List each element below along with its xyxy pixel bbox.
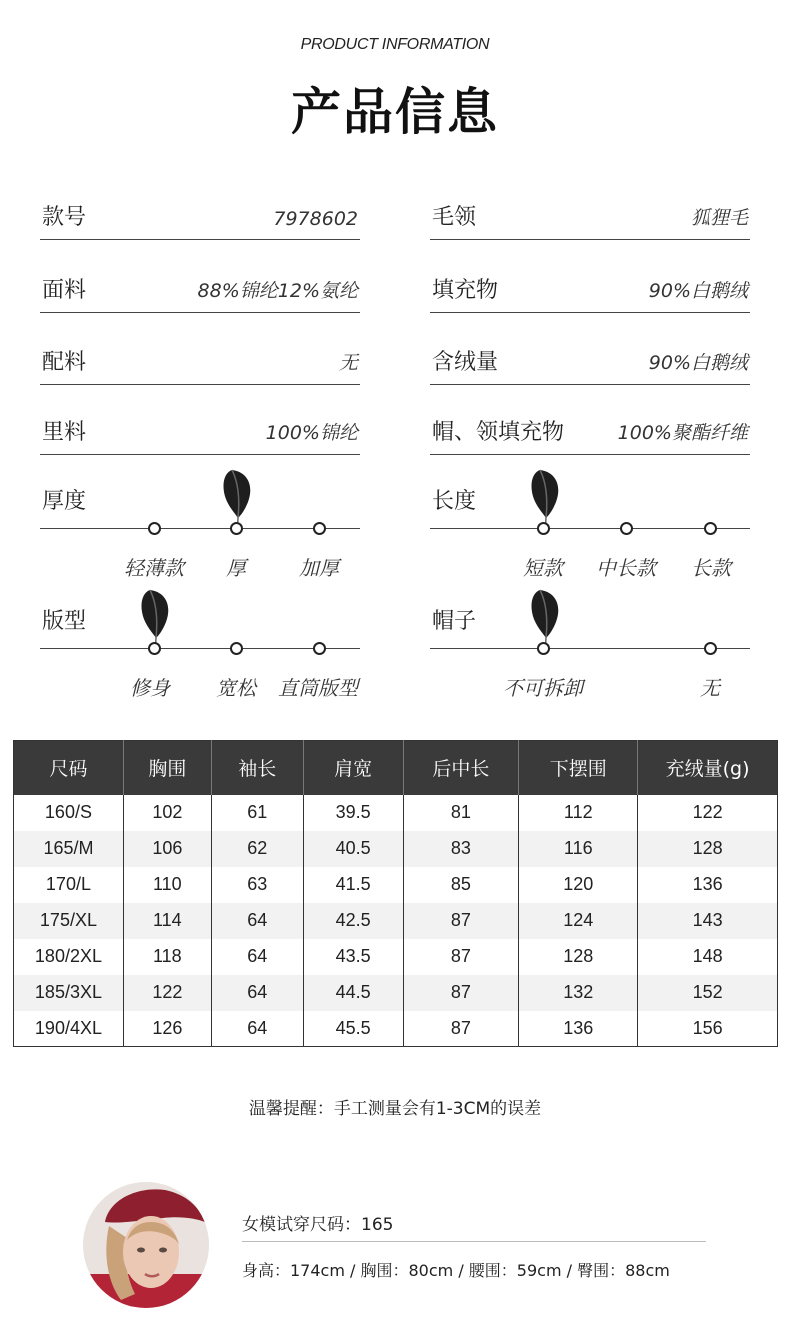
scale-option: 宽松 xyxy=(216,676,256,700)
table-row xyxy=(14,867,778,903)
scale-option: 无 xyxy=(700,676,720,700)
table-cell: 112 xyxy=(519,795,638,831)
table-cell: 87 xyxy=(403,1011,519,1047)
table-cell: 110 xyxy=(123,867,211,903)
table-cell: 175/XL xyxy=(14,903,124,939)
table-header-cell: 下摆围 xyxy=(519,741,638,795)
spec-label: 填充物 xyxy=(432,278,499,303)
size-table xyxy=(13,740,778,1047)
scale-dot xyxy=(230,642,243,655)
spec-value: 100%锦纶 xyxy=(265,422,358,444)
table-cell: 102 xyxy=(123,795,211,831)
scale-thickness xyxy=(40,476,360,586)
table-cell: 190/4XL xyxy=(14,1011,124,1047)
spec-filling xyxy=(430,273,750,313)
scale-dot xyxy=(148,522,161,535)
scale-option: 厚 xyxy=(226,556,246,580)
table-cell: 124 xyxy=(519,903,638,939)
table-cell: 87 xyxy=(403,903,519,939)
table-row xyxy=(14,903,778,939)
table-cell: 132 xyxy=(519,975,638,1011)
scale-dot xyxy=(313,522,326,535)
scale-line xyxy=(430,648,750,649)
table-header-row xyxy=(14,741,778,795)
scale-dot-selected xyxy=(537,522,550,535)
table-row xyxy=(14,939,778,975)
spec-value: 无 xyxy=(338,352,358,374)
table-cell: 152 xyxy=(638,975,778,1011)
spec-label: 含绒量 xyxy=(432,350,499,375)
table-cell: 42.5 xyxy=(303,903,403,939)
table-cell: 116 xyxy=(519,831,638,867)
table-cell: 143 xyxy=(638,903,778,939)
model-avatar xyxy=(83,1182,209,1308)
table-cell: 64 xyxy=(211,903,303,939)
product-subtitle: PRODUCT INFORMATION xyxy=(300,36,490,53)
table-cell: 165/M xyxy=(14,831,124,867)
table-cell: 64 xyxy=(211,939,303,975)
table-cell: 41.5 xyxy=(303,867,403,903)
table-cell: 122 xyxy=(692,802,723,822)
table-header-cell: 后中长 xyxy=(403,741,519,795)
scale-hood xyxy=(430,596,750,706)
table-cell: 87 xyxy=(403,939,519,975)
spec-value: 90%白鹅绒 xyxy=(648,352,748,374)
table-cell: 114 xyxy=(123,903,211,939)
spec-value: 7978602 xyxy=(273,208,358,230)
table-row xyxy=(14,975,778,1011)
table-row xyxy=(14,1011,778,1047)
scale-line xyxy=(40,648,360,649)
scale-line xyxy=(430,528,750,529)
scale-label: 厚度 xyxy=(42,489,87,514)
model-size: 女模试穿尺码：165 xyxy=(242,1215,394,1235)
table-cell: 180/2XL xyxy=(14,939,124,975)
table-header-cell: 充绒量(g) xyxy=(638,741,778,795)
table-header-cell: 尺码 xyxy=(14,741,124,795)
table-cell: 87 xyxy=(403,975,519,1011)
table-cell: 39.5 xyxy=(303,795,403,831)
scale-dot xyxy=(704,642,717,655)
table-header-cell: 胸围 xyxy=(123,741,211,795)
spec-down-content xyxy=(430,345,750,385)
scale-dot-selected xyxy=(537,642,550,655)
spec-hood-filling xyxy=(430,415,750,455)
table-cell: 64 xyxy=(211,975,303,1011)
table-cell: 128 xyxy=(638,831,778,867)
table-cell: 148 xyxy=(692,946,723,966)
scale-dot xyxy=(704,522,717,535)
table-cell: 45.5 xyxy=(303,1011,403,1047)
scale-dot-selected xyxy=(148,642,161,655)
table-cell: 106 xyxy=(123,831,211,867)
table-cell: 118 xyxy=(123,939,211,975)
scale-option: 直筒版型 xyxy=(278,676,358,700)
spec-style-number xyxy=(40,200,360,240)
table-header-cell: 袖长 xyxy=(211,741,303,795)
table-cell: 44.5 xyxy=(303,975,403,1011)
spec-fabric xyxy=(40,273,360,313)
table-header-cell: 肩宽 xyxy=(303,741,403,795)
scale-option: 短款 xyxy=(523,556,563,580)
measurement-note: 温馨提醒：手工测量会有1-3CM的误差 xyxy=(248,1099,542,1119)
scale-option: 轻薄款 xyxy=(124,556,184,580)
page-title: 产品信息 xyxy=(291,83,499,141)
table-cell: 185/3XL xyxy=(14,975,124,1011)
spec-label: 款号 xyxy=(42,205,87,230)
table-cell: 83 xyxy=(403,831,519,867)
scale-label: 帽子 xyxy=(432,609,477,634)
divider xyxy=(242,1241,706,1242)
spec-label: 毛领 xyxy=(432,205,477,230)
scale-label: 版型 xyxy=(42,609,87,634)
spec-value: 100%聚酯纤维 xyxy=(617,422,748,444)
table-cell: 61 xyxy=(211,795,303,831)
scale-fit xyxy=(40,596,360,706)
table-cell: 136 xyxy=(692,874,723,894)
table-cell: 85 xyxy=(403,867,519,903)
scale-dot xyxy=(313,642,326,655)
table-cell: 170/L xyxy=(14,867,124,903)
spec-value: 狐狸毛 xyxy=(690,207,748,229)
scale-option: 加厚 xyxy=(299,556,339,580)
table-cell: 126 xyxy=(123,1011,211,1047)
scale-dot xyxy=(620,522,633,535)
table-cell: 40.5 xyxy=(303,831,403,867)
table-cell: 120 xyxy=(519,867,638,903)
table-cell: 63 xyxy=(211,867,303,903)
table-cell: 136 xyxy=(519,1011,638,1047)
table-cell: 160/S xyxy=(14,795,124,831)
spec-label: 面料 xyxy=(42,278,87,303)
spec-value: 90%白鹅绒 xyxy=(648,280,748,302)
scale-option: 长款 xyxy=(691,556,731,580)
spec-label: 里料 xyxy=(42,420,87,445)
table-cell: 62 xyxy=(211,831,303,867)
spec-lining xyxy=(40,415,360,455)
scale-option: 修身 xyxy=(130,676,170,700)
table-cell: 64 xyxy=(211,1011,303,1047)
scale-label: 长度 xyxy=(432,489,477,514)
spec-collar-fur xyxy=(430,200,750,240)
table-cell: 43.5 xyxy=(303,939,403,975)
table-cell: 156 xyxy=(692,1017,723,1038)
scale-dot-selected xyxy=(230,522,243,535)
table-cell: 81 xyxy=(403,795,519,831)
table-cell: 128 xyxy=(519,939,638,975)
table-row xyxy=(14,795,778,831)
model-portrait-icon xyxy=(83,1182,209,1308)
scale-option: 中长款 xyxy=(596,556,656,580)
scale-line xyxy=(40,528,360,529)
spec-label: 帽、领填充物 xyxy=(432,420,565,445)
model-measurements: 身高：174cm / 胸围：80cm / 腰围：59cm / 臀围：88cm xyxy=(242,1261,670,1280)
table-row xyxy=(14,831,778,867)
spec-accessories xyxy=(40,345,360,385)
table-cell: 122 xyxy=(123,975,211,1011)
spec-value: 88%锦纶12%氨纶 xyxy=(197,280,358,302)
scale-option: 不可拆卸 xyxy=(503,676,583,700)
spec-label: 配料 xyxy=(42,350,87,375)
scale-length xyxy=(430,476,750,586)
